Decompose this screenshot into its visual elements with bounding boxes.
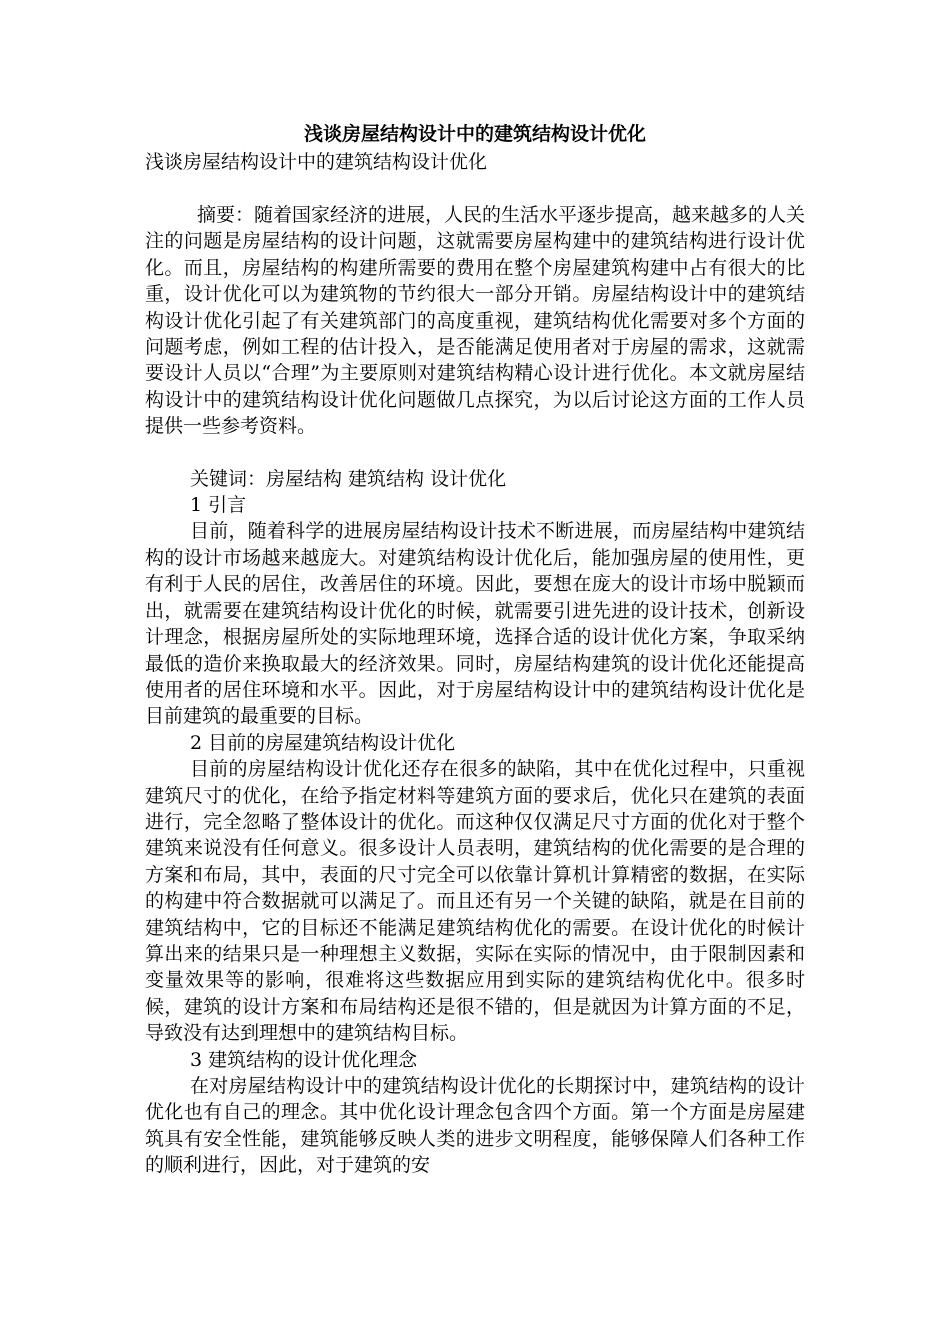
document-title: 浅谈房屋结构设计中的建筑结构设计优化 xyxy=(303,123,646,145)
section-heading-introduction: 1 引言 xyxy=(190,494,247,517)
section-heading-optimization-concept: 3 建筑结构的设计优化理念 xyxy=(190,1048,418,1071)
section-paragraph-introduction: 目前，随着科学的进展房屋结构设计技术不断进展，而房屋结构中建筑结构的设计市场越来越庞大。对建筑结构设计优化后，能加强房屋的使用性，更有利于人民的居住，改善居住的环境。因此，要想在庞大的设计市场中脱颖而出，就需要在建筑结构设计优化的时候，就需要引进先进的设计技术，创新设计理念，根据房屋所处的实际地理环境，选择合适的设计优化方案，争取采纳最低的造价来换取最大的经济效果。同时，房屋结构建筑的设计优化还能提高使用者的居住环境和水平。因此，对于房屋结构设计中的建筑结构设计优化是目前建筑的最重要的目标。 xyxy=(145,520,805,728)
abstract-paragraph: 摘要：随着国家经济的进展，人民的生活水平逐步提高，越来越多的人关注的问题是房屋结构的设计问题，这就需要房屋构建中的建筑结构进行设计优化。而且，房屋结构的构建所需要的费用在整个房屋建筑构建中占有很大的比重，设计优化可以为建筑物的节约很大一部分开销。房屋结构设计中的建筑结构设计优化引起了有关建筑部门的高度重视，建筑结构优化需要对多个方面的问题考虑，例如工程的估计投入，是否能满足使用者对于房屋的需求，这就需要设计人员以“合理”为主要原则对建筑结构精心设计进行优化。本文就房屋结构设计中的建筑结构设计优化问题做几点探究，为以后讨论这方面的工作人员提供一些参考资料。 xyxy=(145,204,806,438)
document-body xyxy=(145,120,805,1179)
keywords-line: 关键词：房屋结构 建筑结构 设计优化 xyxy=(190,467,507,490)
document-subtitle: 浅谈房屋结构设计中的建筑结构设计优化 xyxy=(145,151,488,173)
section-heading-current-optimization: 2 目前的房屋建筑结构设计优化 xyxy=(190,731,456,754)
section-paragraph-optimization-concept: 在对房屋结构设计中的建筑结构设计优化的长期探讨中，建筑结构的设计优化也有自己的理念。其中优化设计理念包含四个方面。第一个方面是房屋建筑具有安全性能，建筑能够反映人类的进步文明程度，能够保障人们各种工作的顺利进行，因此，对于建筑的安 xyxy=(145,1075,805,1177)
section-paragraph-current-optimization: 目前的房屋结构设计优化还存在很多的缺陷，其中在优化过程中，只重视建筑尺寸的优化，在给予指定材料等建筑方面的要求后，优化只在建筑的表面进行，完全忽略了整体设计的优化。而这种仅仅满足尺寸方面的优化对于整个建筑来说没有任何意义。很多设计人员表明，建筑结构的优化需要的是合理的方案和布局，其中，表面的尺寸完全可以依靠计算机计算精密的数据，在实际的构建中符合数据就可以满足了。而且还有另一个关键的缺陷，就是在目前的建筑结构中，它的目标还不能满足建筑结构优化的需要。在设计优化的时候计算出来的结果只是一种理想主义数据，实际在实际的情况中，由于限制因素和变量效果等的影响，很难将这些数据应用到实际的建筑结构优化中。很多时候，建筑的设计方案和布局结构还是很不错的，但是就因为计算方面的不足，导致没有达到理想中的建筑结构目标。 xyxy=(145,758,805,1045)
